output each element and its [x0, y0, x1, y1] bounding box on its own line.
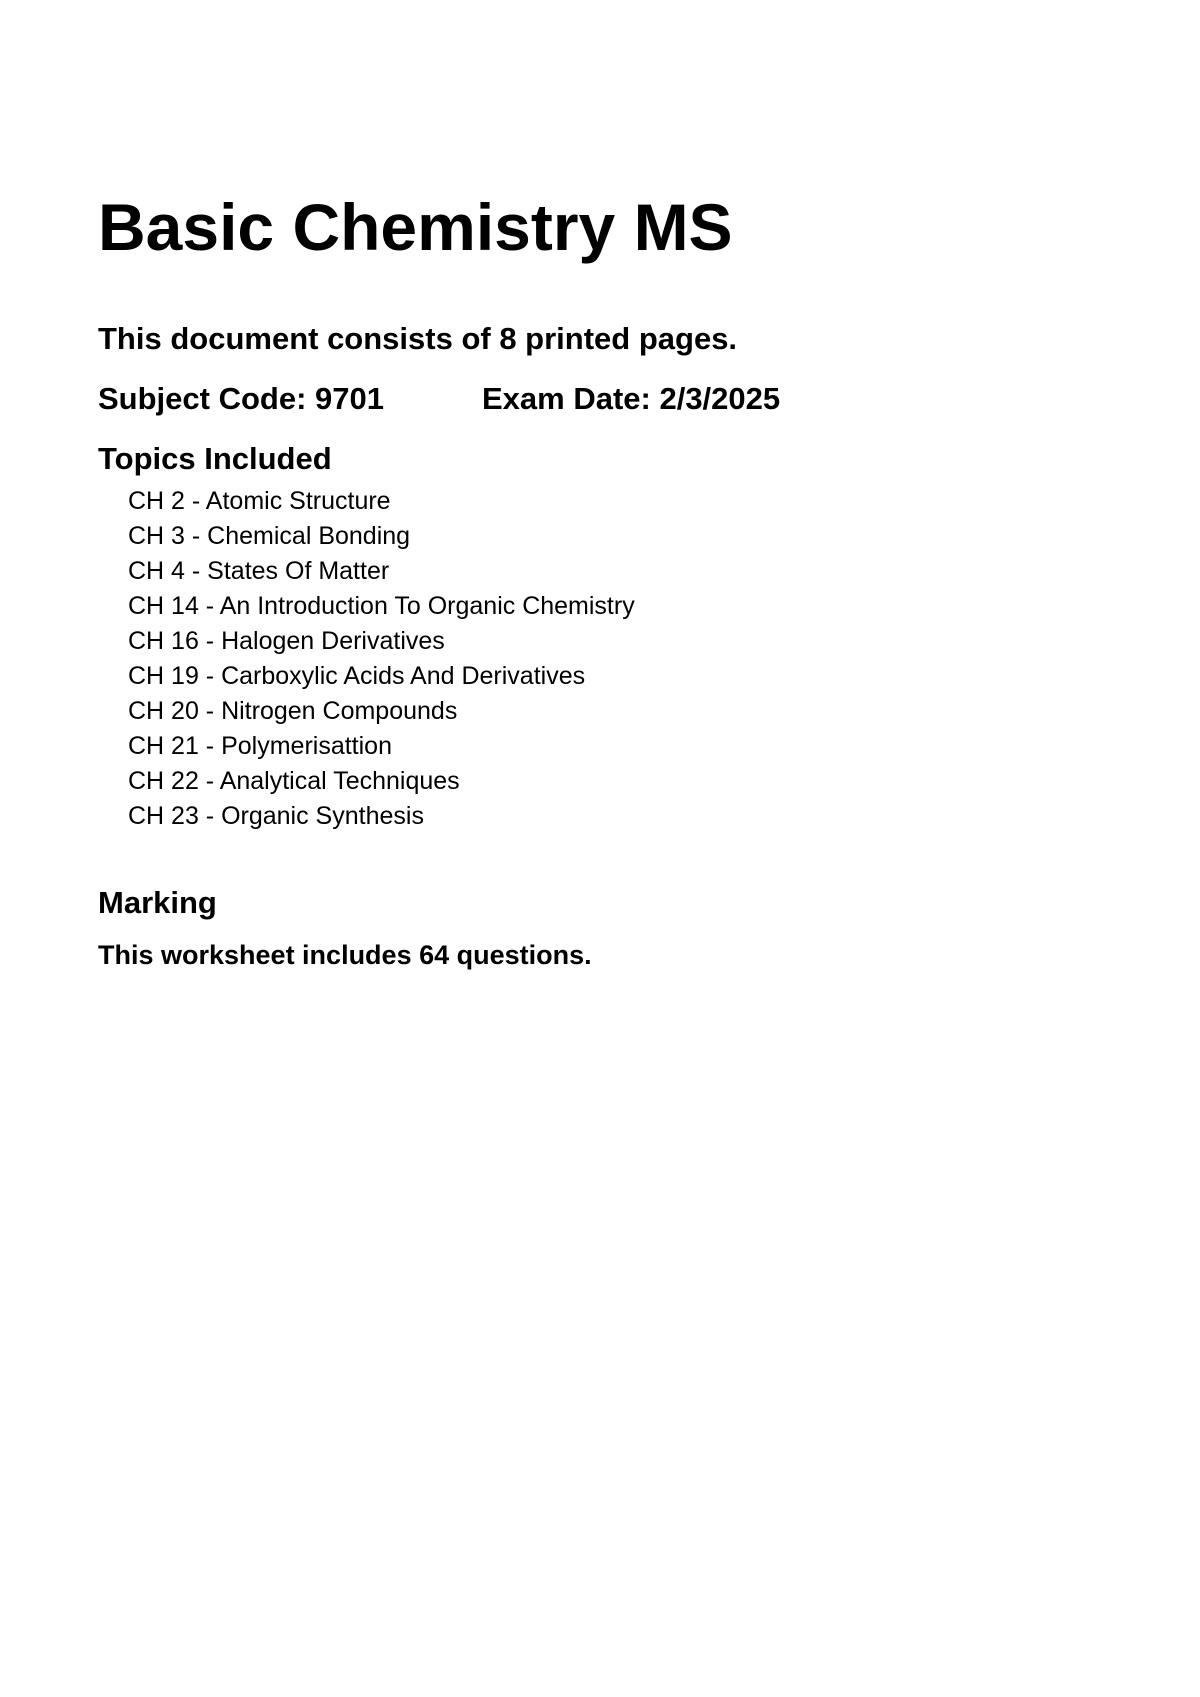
topic-item: CH 3 - Chemical Bonding [128, 522, 411, 550]
topic-item: CH 14 - An Introduction To Organic Chemistry [128, 592, 635, 620]
page-count-note: This document consists of 8 printed pages. [98, 321, 738, 356]
topic-item: CH 2 - Atomic Structure [128, 487, 391, 515]
topics-heading: Topics Included [98, 441, 332, 476]
marking-heading: Marking [98, 885, 217, 920]
document-title: Basic Chemistry MS [98, 190, 733, 264]
marking-note: This worksheet includes 64 questions. [98, 940, 592, 970]
topic-item: CH 19 - Carboxylic Acids And Derivatives [128, 662, 586, 690]
exam-date: Exam Date: 2/3/2025 [482, 381, 781, 416]
topic-item: CH 20 - Nitrogen Compounds [128, 697, 458, 725]
topic-item: CH 22 - Analytical Techniques [128, 767, 460, 795]
topics-list [128, 484, 635, 834]
subject-code: Subject Code: 9701 [98, 381, 384, 416]
topic-item: CH 21 - Polymerisattion [128, 732, 392, 760]
topic-item: CH 16 - Halogen Derivatives [128, 627, 445, 655]
topic-item: CH 4 - States Of Matter [128, 557, 390, 585]
topic-item: CH 23 - Organic Synthesis [128, 802, 424, 830]
